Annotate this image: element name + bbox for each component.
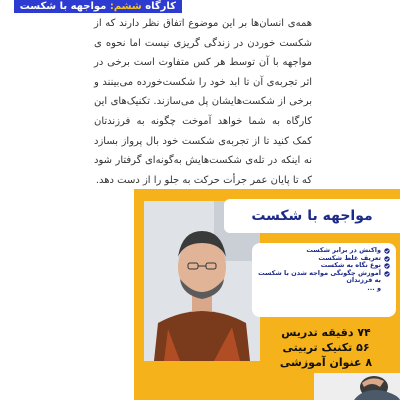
check-icon [384,263,390,269]
check-icon [384,271,390,277]
banner-title: مواجهه با شکست [224,199,400,233]
heading-prefix: کارگاه [145,1,176,12]
heading-highlight: ششم: [109,1,142,12]
check-spacer [384,286,390,292]
section-heading [14,0,182,13]
list-item [258,285,390,293]
list-item-label: واکنش در برابر شکست [306,246,381,254]
heading-rest: مواجهه با شکست [19,1,107,12]
list-item-label: نوع نگاه به شکست [320,261,381,270]
stat-teaching-minutes: ۷۴ دقیقه تدریس [281,326,371,339]
workshop-stats [258,325,394,370]
check-icon [384,248,390,254]
list-item-label: و ... [367,283,381,292]
topics-list [252,243,396,317]
stat-techniques: ۵۶ تکنیک تربیتی [282,341,370,354]
stat-topics: ۸ عنوان آموزشی [279,356,373,369]
workshop-banner[interactable] [134,189,400,400]
list-item-label: آموزش چگونگی مواجه شدن با شکست به فرزندان [258,268,381,285]
list-item [258,270,390,285]
workshop-description: همه‌ی انسان‌ها بر این موضوع اتفاق نظر دارند که از شکست خوردن در زندگی گریزی نیست اما نحوه ی مواجهه با آن توسط هر کس متفاوت است برخی در اثر تجربه‌ی آن تا ابد خود را شکست‌خورده می‌بینند و برخی از شکست‌هایشان پل می‌سازند. تکنیک‌های این کارگاه به شما خواهد آموخت چگونه به فرزندتان کمک کنید تا از تجربه‌ی شکست خود بال پرواز بسازد نه اینکه در تله‌ی شکست‌هایش به‌گونه‌ای گرفتار شود که تا پایان عمر جرأت حرکت به جلو را از دست دهد. [94,18,312,186]
child-photo [314,373,400,400]
check-icon [384,256,390,262]
list-item-label: تعریف غلط شکست [318,253,381,262]
